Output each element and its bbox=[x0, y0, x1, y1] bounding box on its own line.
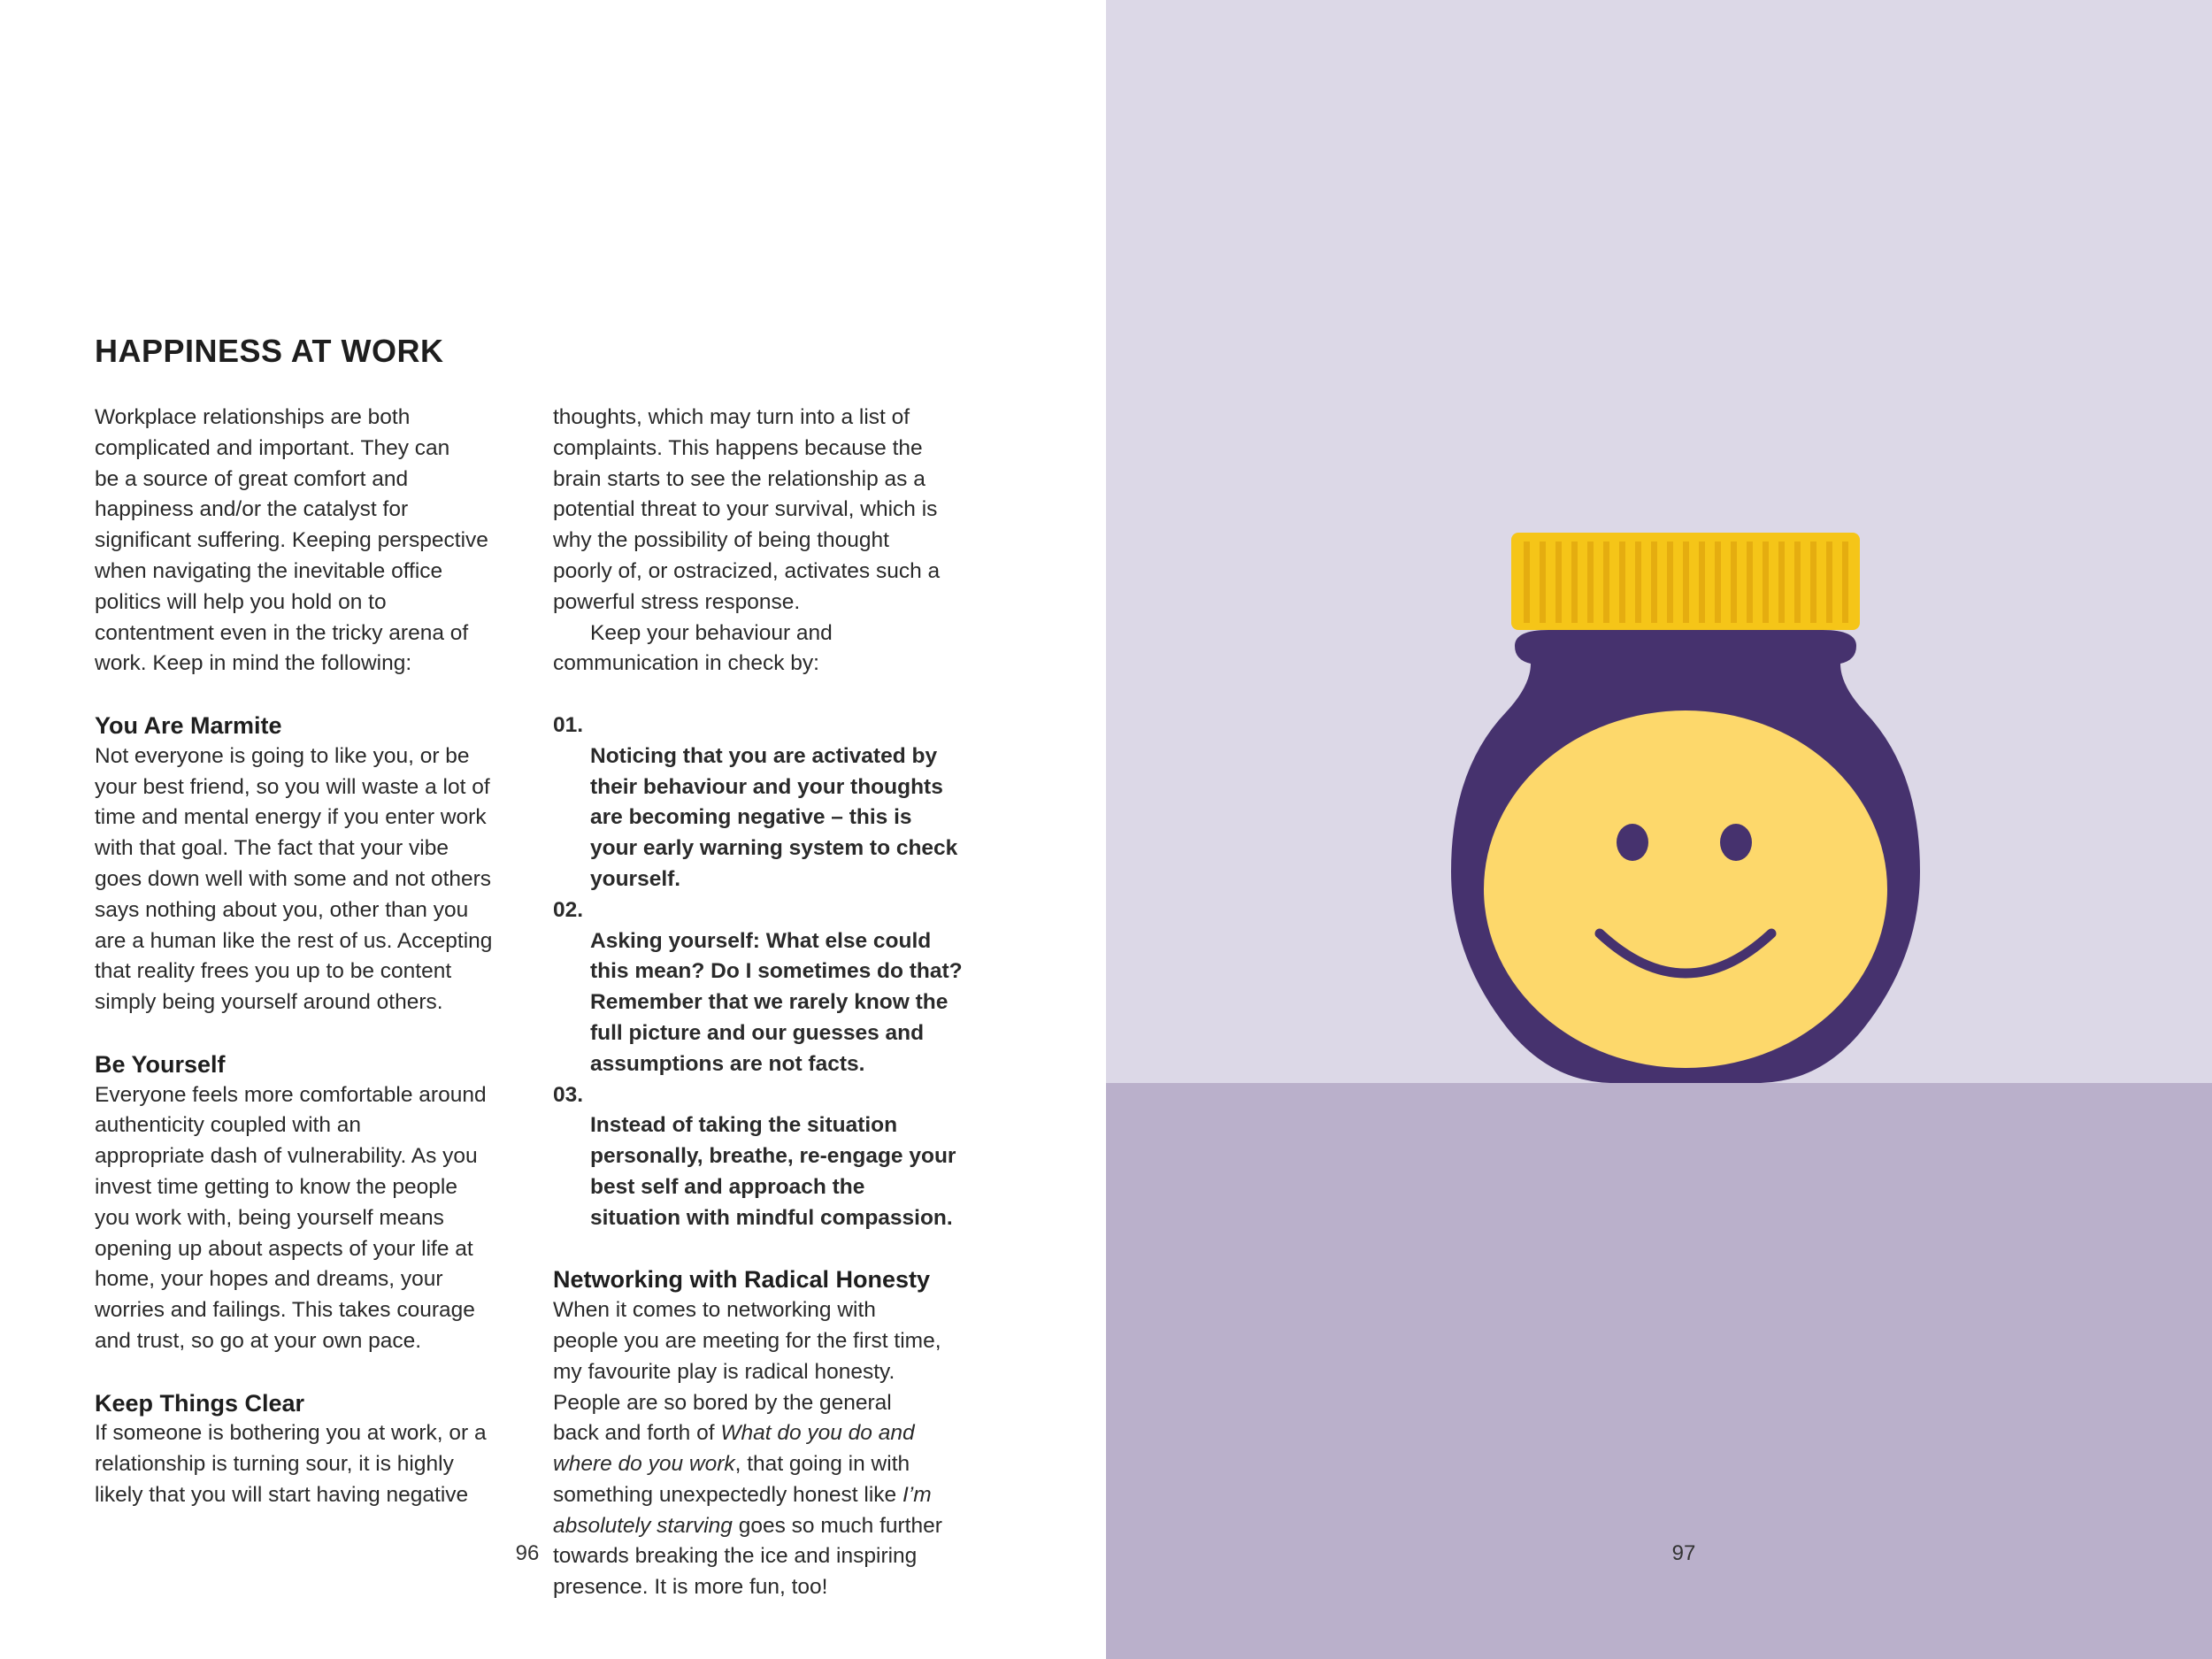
list-item-number: 01. bbox=[553, 712, 584, 737]
page-number-right: 97 bbox=[1671, 1541, 1696, 1565]
continuation-paragraph: thoughts, which may turn into a list of complaints. This happens because the brain starts to see the relationship as a potential threat to your survival, which is why the possibility of being thought poorly of, or ostracized, activates such a powerful stress response. bbox=[553, 405, 941, 614]
section-body-you-are-marmite: Not everyone is going to like you, or be your best friend, so you will waste a lot of time and mental energy if you enter work with that goal. The fact that your vibe goes down well with some and not others says nothing about you, other than you are a human like the rest of us. Accepting that reality frees you up to be content simply being yourself around others. bbox=[95, 743, 493, 1015]
continuation-paragraph-2: Keep your behaviour and communication in check by: bbox=[553, 620, 833, 676]
section-body-keep-things-clear: If someone is bothering you at work, or a relationship is turning sour, it is highly likely that you will start having negative bbox=[95, 1421, 487, 1507]
section-heading-be-yourself: Be Yourself bbox=[95, 1050, 226, 1078]
networking-italic-1: What do you do and where do you work bbox=[553, 1421, 915, 1477]
networking-text-b: , that going in with something unexpectedly honest like bbox=[553, 1452, 910, 1507]
list-item bbox=[553, 710, 969, 895]
page-title: HAPPINESS AT WORK bbox=[95, 333, 444, 369]
list-item-text: Instead of taking the situation personally, breathe, re-engage your best self and approach the situation with mindful compassion. bbox=[590, 1113, 956, 1230]
list-item bbox=[553, 895, 969, 1080]
networking-text-a: When it comes to networking with people you are meeting for the first time, my favourite play is radical honesty. People are so bored by the general back and forth of bbox=[553, 1298, 941, 1446]
networking-italic-2: I’m absolutely starving bbox=[553, 1482, 932, 1538]
lid-stripes bbox=[1524, 541, 1848, 623]
list-item-number: 02. bbox=[553, 897, 584, 922]
text-column-1 bbox=[95, 403, 511, 1511]
section-body-be-yourself: Everyone feels more comfortable around authenticity coupled with an appropriate dash of vulnerability. As you invest time getting to know the people you work with, being yourself means opening up about aspects of your life at home, your hopes and dreams, your worries and failings. This takes courage and trust, so go at your own pace. bbox=[95, 1082, 487, 1353]
section-heading-you-are-marmite: You Are Marmite bbox=[95, 711, 282, 739]
section-heading-networking: Networking with Radical Honesty bbox=[553, 1266, 931, 1294]
jar-label bbox=[1484, 710, 1887, 1068]
section-body-networking bbox=[553, 1295, 969, 1603]
numbered-list bbox=[553, 710, 969, 1234]
list-item-number: 03. bbox=[553, 1082, 584, 1107]
left-eye bbox=[1617, 824, 1648, 861]
section-heading-keep-things-clear: Keep Things Clear bbox=[95, 1389, 305, 1417]
intro-paragraph: Workplace relationships are both complicated and important. They can be a source of great comfort and happiness and/or the catalyst for significant suffering. Keeping perspective when navigating the inevitable office politics will help you hold on to contentment even in the tricky arena of work. Keep in mind the following: bbox=[95, 405, 488, 676]
networking-text-c: goes so much further towards breaking the ice and inspiring presence. It is more fun, too! bbox=[553, 1513, 942, 1600]
text-column-2 bbox=[553, 403, 969, 1603]
list-item bbox=[553, 1080, 969, 1234]
page-number-left: 96 bbox=[515, 1541, 540, 1565]
list-item-text: Asking yourself: What else could this mean? Do I sometimes do that? Remember that we rarely know the full picture and our guesses and assumptions are not facts. bbox=[590, 928, 963, 1076]
list-item-text: Noticing that you are activated by their behaviour and your thoughts are becoming negative – this is your early warning system to check yourself. bbox=[590, 743, 958, 891]
table-surface bbox=[1106, 1083, 2212, 1659]
right-eye bbox=[1720, 824, 1752, 861]
smiley-jar-icon bbox=[1451, 531, 1920, 1088]
